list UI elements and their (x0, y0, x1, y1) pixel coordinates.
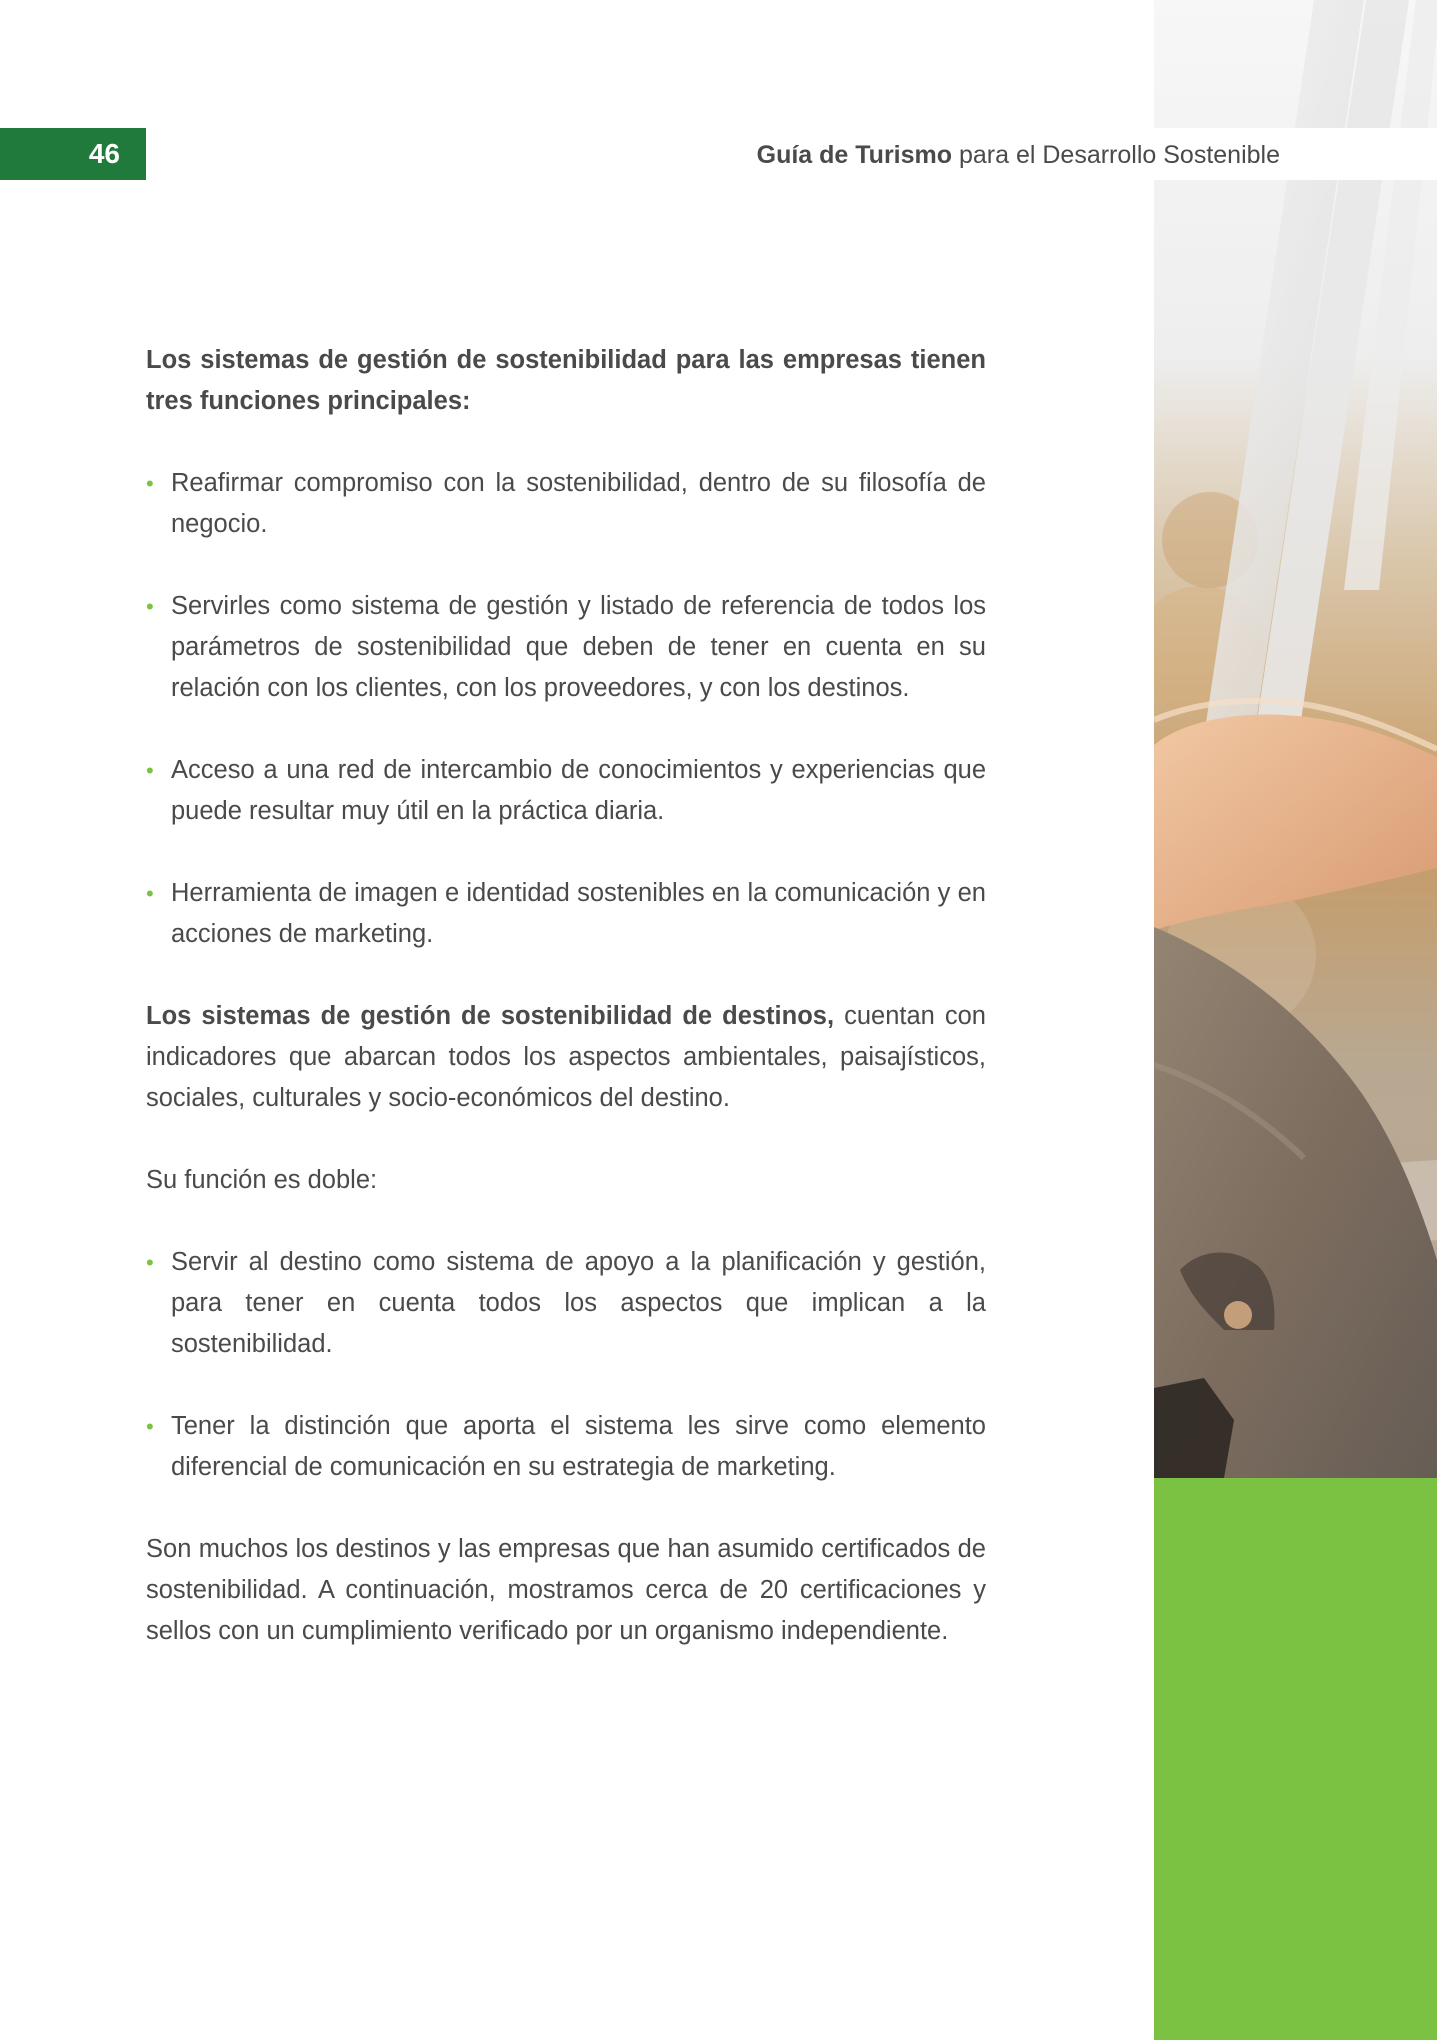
list-item-text: Reafirmar compromiso con la sostenibilidad, dentro de su filosofía de negocio. (171, 469, 986, 538)
list-item-text: Servir al destino como sistema de apoyo a la planificación y gestión, para tener en cuenta todos los aspectos que implican a la sostenibilidad. (171, 1248, 986, 1358)
green-accent-panel (1154, 1478, 1437, 2040)
list-item-text: Herramienta de imagen e identidad sostenibles en la comunicación y en acciones de marketing. (171, 879, 986, 948)
bullet-icon: • (146, 881, 154, 906)
destinations-paragraph (146, 996, 986, 1119)
destination-functions-list (146, 1242, 986, 1488)
list-item (146, 463, 986, 545)
page-number-badge (0, 128, 146, 180)
bullet-icon: • (146, 758, 154, 783)
function-intro: Su función es doble: (146, 1166, 378, 1194)
bullet-icon: • (146, 594, 154, 619)
list-item-text: Servirles como sistema de gestión y listado de referencia de todos los parámetros de sostenibilidad que deben de tener en cuenta en su relación con los clientes, con los proveedores, y con los destinos. (171, 592, 986, 702)
list-item-text: Tener la distinción que aporta el sistema les sirve como elemento diferencial de comunicación en su estrategia de marketing. (171, 1412, 986, 1481)
page-content (146, 340, 986, 1652)
bullet-icon: • (146, 471, 154, 496)
list-item (146, 1406, 986, 1488)
page-number: 46 (88, 138, 120, 169)
running-head (757, 140, 1280, 170)
destinations-rest-text: cuentan con indicadores que abarcan todos los aspectos ambientales, paisajísticos, sociales, culturales y socio-económicos del destino. (146, 1002, 986, 1112)
list-item (146, 1242, 986, 1365)
company-functions-list (146, 463, 986, 955)
list-item (146, 873, 986, 955)
bullet-icon: • (146, 1414, 154, 1439)
list-item (146, 750, 986, 832)
bullet-icon: • (146, 1250, 154, 1275)
running-head-rest: para el Desarrollo Sostenible (952, 141, 1280, 169)
photo-illustration (1154, 0, 1437, 1478)
decorative-photo (1154, 0, 1437, 1478)
list-item (146, 586, 986, 709)
list-item-text: Acceso a una red de intercambio de conocimientos y experiencias que puede resultar muy útil en la práctica diaria. (171, 756, 986, 825)
closing-paragraph: Son muchos los destinos y las empresas que han asumido certificados de sostenibilidad. A continuación, mostramos cerca de 20 certificaciones y sellos con un cumplimiento verificado por un organismo independiente. (146, 1535, 986, 1645)
running-head-bold: Guía de Turismo (756, 141, 953, 169)
destinations-bold-text: Los sistemas de gestión de sostenibilidad de destinos, (146, 1002, 835, 1030)
company-systems-intro: Los sistemas de gestión de sostenibilidad para las empresas tienen tres funciones principales: (146, 346, 986, 415)
